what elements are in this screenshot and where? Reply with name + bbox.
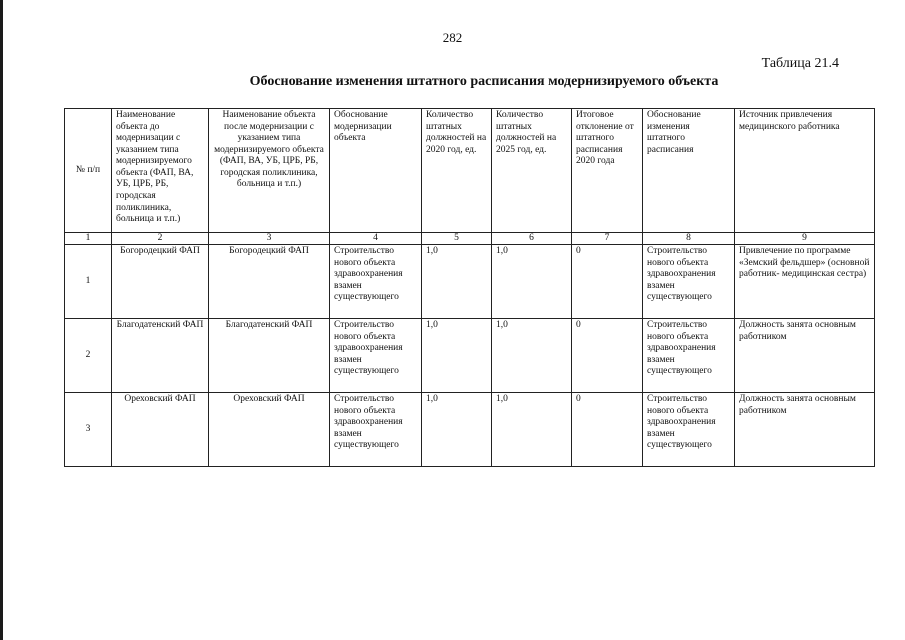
deviation-cell: 0 [572,245,643,319]
header-cell: Итоговое отклонение от штатного расписания 2020 года [572,109,643,233]
table-label: Таблица 21.4 [761,56,839,71]
staff-2025-cell: 1,0 [492,245,572,319]
scan-edge [0,0,3,640]
header-row [65,109,875,233]
header-cell: Количество штатных должностей на 2025 год, ед. [492,109,572,233]
modernization-reason-cell: Строительство нового объекта здравоохранения взамен существующего [330,245,422,319]
header-cell: Наименование объекта после модернизации с указанием типа модернизируемого объекта (ФАП, ВА, УБ, ЦРБ, РБ, городская поликлиника, больница и т.п.) [209,109,330,233]
staffing-change-reason-cell: Строительство нового объекта здравоохранения взамен существующего [643,245,735,319]
staffing-table [64,108,875,467]
object-after-cell: Богородецкий ФАП [209,245,330,319]
table-row [65,319,875,393]
row-number: 3 [65,393,112,467]
row-number: 1 [65,245,112,319]
modernization-reason-cell: Строительство нового объекта здравоохранения взамен существующего [330,393,422,467]
column-number: 3 [209,233,330,245]
worker-source-cell: Должность занята основным работником [735,319,875,393]
staff-2020-cell: 1,0 [422,393,492,467]
table-row [65,393,875,467]
staff-2020-cell: 1,0 [422,245,492,319]
staff-2025-cell: 1,0 [492,319,572,393]
staffing-change-reason-cell: Строительство нового объекта здравоохранения взамен существующего [643,319,735,393]
column-number-row [65,233,875,245]
column-number: 2 [112,233,209,245]
object-after-cell: Ореховский ФАП [209,393,330,467]
worker-source-cell: Должность занята основным работником [735,393,875,467]
deviation-cell: 0 [572,319,643,393]
object-before-cell: Богородецкий ФАП [112,245,209,319]
column-number: 4 [330,233,422,245]
column-number: 5 [422,233,492,245]
staff-2020-cell: 1,0 [422,319,492,393]
modernization-reason-cell: Строительство нового объекта здравоохранения взамен существующего [330,319,422,393]
column-number: 8 [643,233,735,245]
column-number: 9 [735,233,875,245]
object-before-cell: Благодатенский ФАП [112,319,209,393]
row-number: 2 [65,319,112,393]
page-number: 282 [442,30,463,45]
deviation-cell: 0 [572,393,643,467]
header-cell: Обоснование изменения штатного расписания [643,109,735,233]
worker-source-cell: Привлечение по программе «Земский фельдшер» (основной работник- медицинская сестра) [735,245,875,319]
document-title: Обоснование изменения штатного расписания модернизируемого объекта [249,74,719,89]
staffing-change-reason-cell: Строительство нового объекта здравоохранения взамен существующего [643,393,735,467]
table-row [65,245,875,319]
column-number: 7 [572,233,643,245]
column-number: 1 [65,233,112,245]
header-cell: Количество штатных должностей на 2020 год, ед. [422,109,492,233]
column-number: 6 [492,233,572,245]
header-cell: № п/п [65,109,112,233]
header-cell: Источник привлечения медицинского работника [735,109,875,233]
object-before-cell: Ореховский ФАП [112,393,209,467]
staff-2025-cell: 1,0 [492,393,572,467]
header-cell: Наименование объекта до модернизации с указанием типа модернизируемого объекта (ФАП, ВА, УБ, ЦРБ, РБ, городская поликлиника, больница и т.п.) [112,109,209,233]
header-cell: Обоснование модернизации объекта [330,109,422,233]
object-after-cell: Благодатенский ФАП [209,319,330,393]
